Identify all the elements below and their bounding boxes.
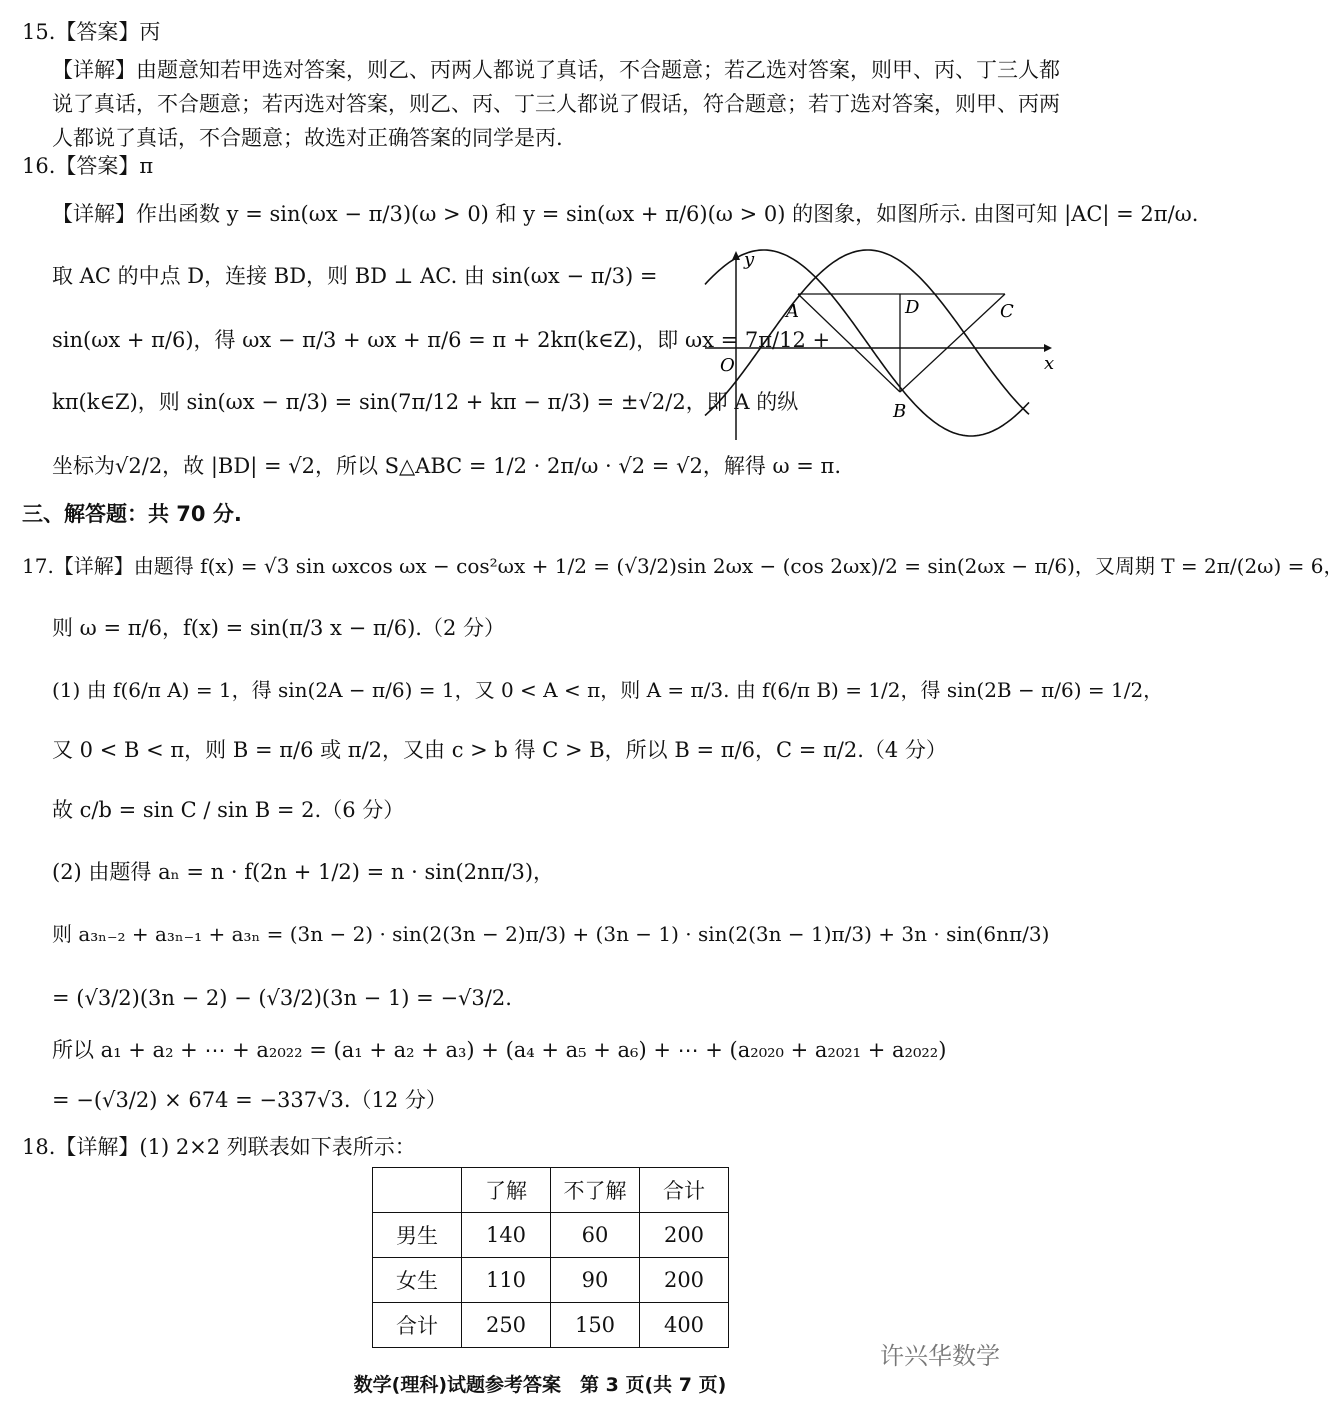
table-cell: 男生: [373, 1213, 462, 1258]
table-cell: 250: [462, 1303, 551, 1348]
q17-line8: = (√3/2)(3n − 2) − (√3/2)(3n − 1) = −√3/2.: [52, 986, 512, 1010]
label-C: C: [1000, 301, 1014, 322]
q17-line3: (1) 由 f(6/π A) = 1，得 sin(2A − π/6) = 1，又 0 < A < π，则 A = π/3. 由 f(6/π B) = 1/2，得 sin(2B − π/6) = 1/2，: [52, 678, 1164, 702]
table-row: [373, 1303, 729, 1348]
table-row: [373, 1213, 729, 1258]
q18-line1: 18.【详解】(1) 2×2 列联表如下表所示：: [22, 1135, 416, 1159]
table-header-cell: 了解: [462, 1168, 551, 1213]
q17-line10: = −(√3/2) × 674 = −337√3.（12 分）: [52, 1088, 447, 1112]
q15-explanation: 【详解】由题意知若甲选对答案，则乙、丙两人都说了真话，不合题意；若乙选对答案，则甲、丙、丁三人都说了真话，不合题意；若丙选对答案，则乙、丙、丁三人都说了假话，符合题意；若丁选对答案，则甲、丙两人都说了真话，不合题意；故选对正确答案的同学是丙.: [52, 58, 1060, 150]
q17-line9: 所以 a₁ + a₂ + ⋯ + a₂₀₂₂ = (a₁ + a₂ + a₃) + (a₄ + a₅ + a₆) + ⋯ + (a₂₀₂₀ + a₂₀₂₁ + a₂₀₂₂): [52, 1038, 947, 1062]
table-cell: 女生: [373, 1258, 462, 1303]
table-cell: 90: [551, 1258, 640, 1303]
table-cell: 60: [551, 1213, 640, 1258]
q17-line1: 17.【详解】由题得 f(x) = √3 sin ωxcos ωx − cos²ωx + 1/2 = (√3/2)sin 2ωx − (cos 2ωx)/2 = sin(2ωx − π/6)，又周期 T = 2π/(2ω) = 6，: [22, 554, 1344, 578]
label-x: x: [1044, 353, 1055, 374]
label-B: B: [893, 401, 907, 422]
table-header-row: [373, 1168, 729, 1213]
q17-line7: 则 a₃ₙ₋₂ + a₃ₙ₋₁ + a₃ₙ = (3n − 2) · sin(2(3n − 2)π/3) + (3n − 1) · sin(2(3n − 1)π/3) + 3n · sin(6nπ/3): [52, 922, 1050, 946]
table-cell: 200: [640, 1258, 729, 1303]
sine-graph: [700, 245, 1060, 445]
segment-AB: [798, 294, 900, 392]
page-footer: 数学(理科)试题参考答案 第 3 页(共 7 页): [353, 1374, 727, 1396]
q16-line1-a: 【详解】作出函数 y = sin: [52, 202, 301, 226]
q16-header: 16.【答案】π: [22, 154, 154, 178]
table-cell: 140: [462, 1213, 551, 1258]
q16-line1-b: (ωx − π/3)(ω > 0) 和 y = sin(ωx + π/6)(ω > 0) 的图象，如图所示. 由图可知 |AC| = 2π/ω.: [300, 202, 1199, 226]
table-header-cell: 合计: [640, 1168, 729, 1213]
table-cell: 150: [551, 1303, 640, 1348]
table-cell: 400: [640, 1303, 729, 1348]
label-O: O: [720, 355, 735, 376]
q17-line5: 故 c/b = sin C / sin B = 2.（6 分）: [52, 798, 405, 822]
q16-line5: 坐标为√2/2，故 |BD| = √2，所以 S△ABC = 1/2 · 2π/ω · √2 = √2，解得 ω = π.: [52, 454, 842, 478]
q17-line2: 则 ω = π/6，f(x) = sin(π/3 x − π/6).（2 分）: [52, 616, 505, 640]
label-A: A: [786, 301, 799, 322]
table-cell: 200: [640, 1213, 729, 1258]
q16-line2: 取 AC 的中点 D，连接 BD，则 BD ⊥ AC. 由 sin(ωx − π/3) =: [52, 264, 658, 288]
table-header-cell: 不了解: [551, 1168, 640, 1213]
table-header-cell: [373, 1168, 462, 1213]
q17-line6: (2) 由题得 aₙ = n · f(2n + 1/2) = n · sin(2nπ/3)，: [52, 860, 555, 884]
curve-sin-plus: [705, 250, 1029, 436]
q16-line4: kπ(k∈Z)，则 sin(ωx − π/3) = sin(7π/12 + kπ − π/3) = ±√2/2，即 A 的纵: [52, 390, 799, 414]
table-row: [373, 1258, 729, 1303]
q16-line3: sin(ωx + π/6)，得 ωx − π/3 + ωx + π/6 = π + 2kπ(k∈Z)，即 ωx = 7π/12 +: [52, 328, 831, 352]
watermark-logo: 许兴华数学: [880, 1342, 1000, 1370]
label-y: y: [744, 249, 755, 270]
q17-line4: 又 0 < B < π，则 B = π/6 或 π/2，又由 c > b 得 C > B，所以 B = π/6，C = π/2.（4 分）: [52, 738, 947, 762]
x-axis-arrow: [1044, 344, 1052, 352]
q16-line1: [52, 200, 1198, 228]
curve-sin-minus: [705, 250, 1029, 416]
table-cell: 合计: [373, 1303, 462, 1348]
table-cell: 110: [462, 1258, 551, 1303]
label-D: D: [905, 297, 920, 318]
section-title: 三、解答题：共 70 分.: [22, 502, 242, 526]
q15-header: 15.【答案】丙: [22, 20, 161, 44]
contingency-table: [372, 1167, 729, 1348]
